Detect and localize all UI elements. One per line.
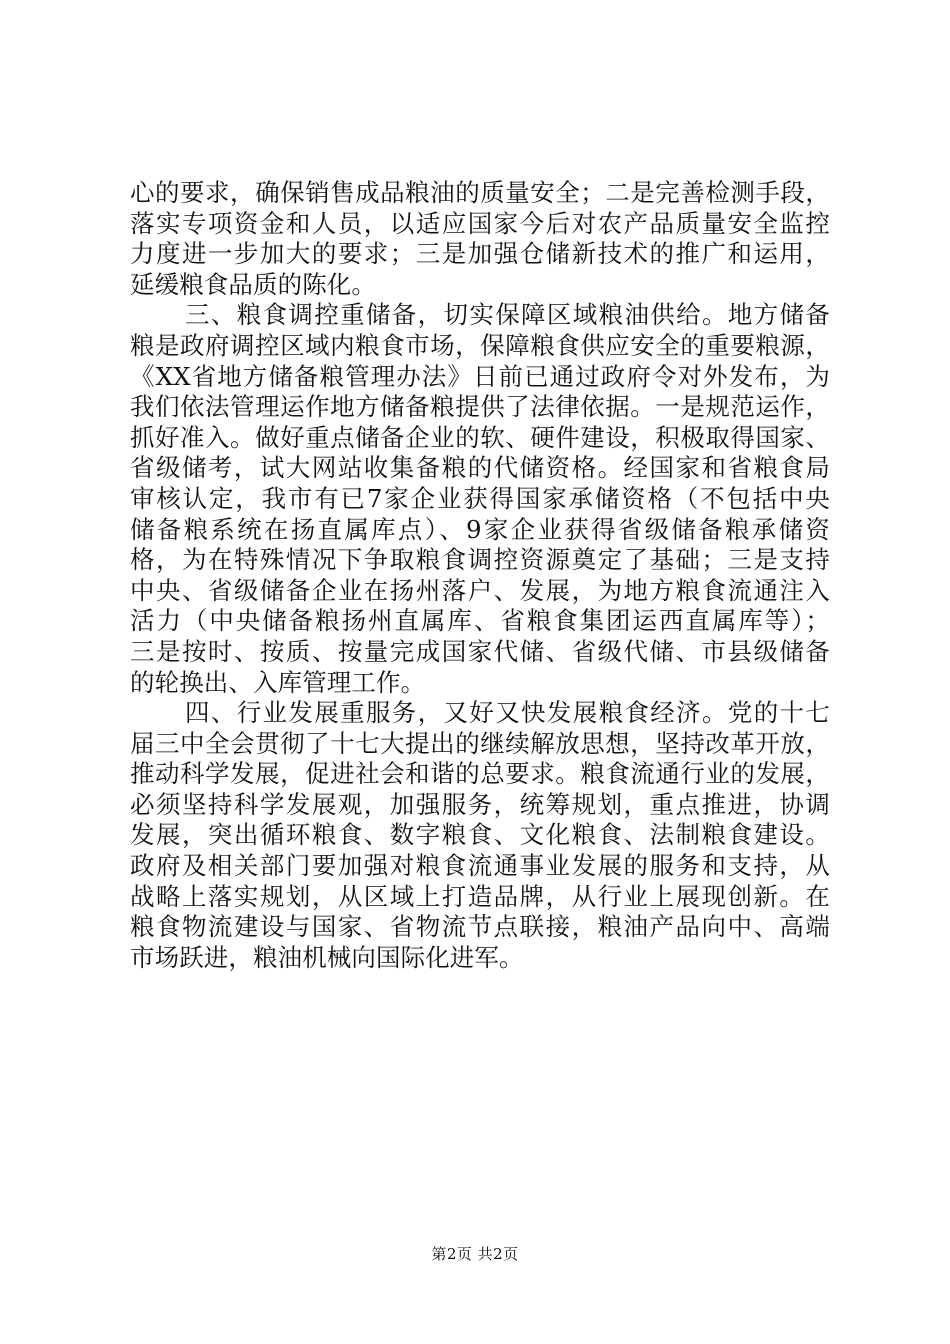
text-line: 审核认定，我市有已7家企业获得国家承储资格（不包括中央 bbox=[130, 483, 830, 513]
text-line: 粮是政府调控区域内粮食市场，保障粮食供应安全的重要粮源， bbox=[130, 330, 830, 360]
text-line: 抓好准入。做好重点储备企业的软、硬件建设，积极取得国家、 bbox=[130, 422, 830, 452]
text-line: 储备粮系统在扬直属库点）、9家企业获得省级储备粮承储资 bbox=[130, 514, 830, 544]
text-line: 我们依法管理运作地方储备粮提供了法律依据。一是规范运作， bbox=[130, 392, 830, 422]
text-line: 四、行业发展重服务，又好又快发展粮食经济。党的十七 bbox=[185, 698, 830, 728]
text-line: 格，为在特殊情况下争取粮食调控资源奠定了基础；三是支持 bbox=[130, 545, 830, 575]
text-line: 市场跃进，粮油机械向国际化进军。 bbox=[130, 942, 524, 972]
text-line: 延缓粮食品质的陈化。 bbox=[130, 269, 376, 299]
text-line: 三是按时、按质、按量完成国家代储、省级代储、市县级储备 bbox=[130, 636, 830, 666]
text-line: 《XX省地方储备粮管理办法》日前已通过政府令对外发布，为 bbox=[130, 361, 830, 391]
text-line: 落实专项资金和人员，以适应国家今后对农产品质量安全监控 bbox=[130, 208, 830, 238]
text-line: 的轮换出、入库管理工作。 bbox=[130, 667, 426, 697]
text-line: 活力（中央储备粮扬州直属库、省粮食集团运西直属库等）； bbox=[130, 606, 830, 636]
text-line: 心的要求，确保销售成品粮油的质量安全；二是完善检测手段， bbox=[130, 178, 830, 207]
text-line: 三、粮食调控重储备，切实保障区域粮油供给。地方储备 bbox=[185, 300, 830, 330]
text-line: 力度进一步加大的要求；三是加强仓储新技术的推广和运用， bbox=[130, 239, 830, 269]
text-line: 战略上落实规划，从区域上打造品牌，从行业上展现创新。在 bbox=[130, 881, 830, 911]
text-line: 发展，突出循环粮食、数字粮食、文化粮食、法制粮食建设。 bbox=[130, 820, 830, 850]
text-line: 政府及相关部门要加强对粮食流通事业发展的服务和支持，从 bbox=[130, 851, 830, 881]
body-text bbox=[130, 178, 830, 973]
text-line: 必须坚持科学发展观，加强服务，统筹规划，重点推进，协调 bbox=[130, 789, 830, 819]
text-line: 推动科学发展，促进社会和谐的总要求。粮食流通行业的发展， bbox=[130, 759, 830, 789]
text-line: 中央、省级储备企业在扬州落户、发展，为地方粮食流通注入 bbox=[130, 575, 830, 605]
text-line: 粮食物流建设与国家、省物流节点联接，粮油产品向中、高端 bbox=[130, 912, 830, 942]
text-line: 省级储考，试大网站收集备粮的代储资格。经国家和省粮食局 bbox=[130, 453, 830, 483]
text-line: 届三中全会贯彻了十七大提出的继续解放思想，坚持改革开放， bbox=[130, 728, 830, 758]
page-footer: 第2页 共2页 bbox=[431, 1245, 519, 1263]
